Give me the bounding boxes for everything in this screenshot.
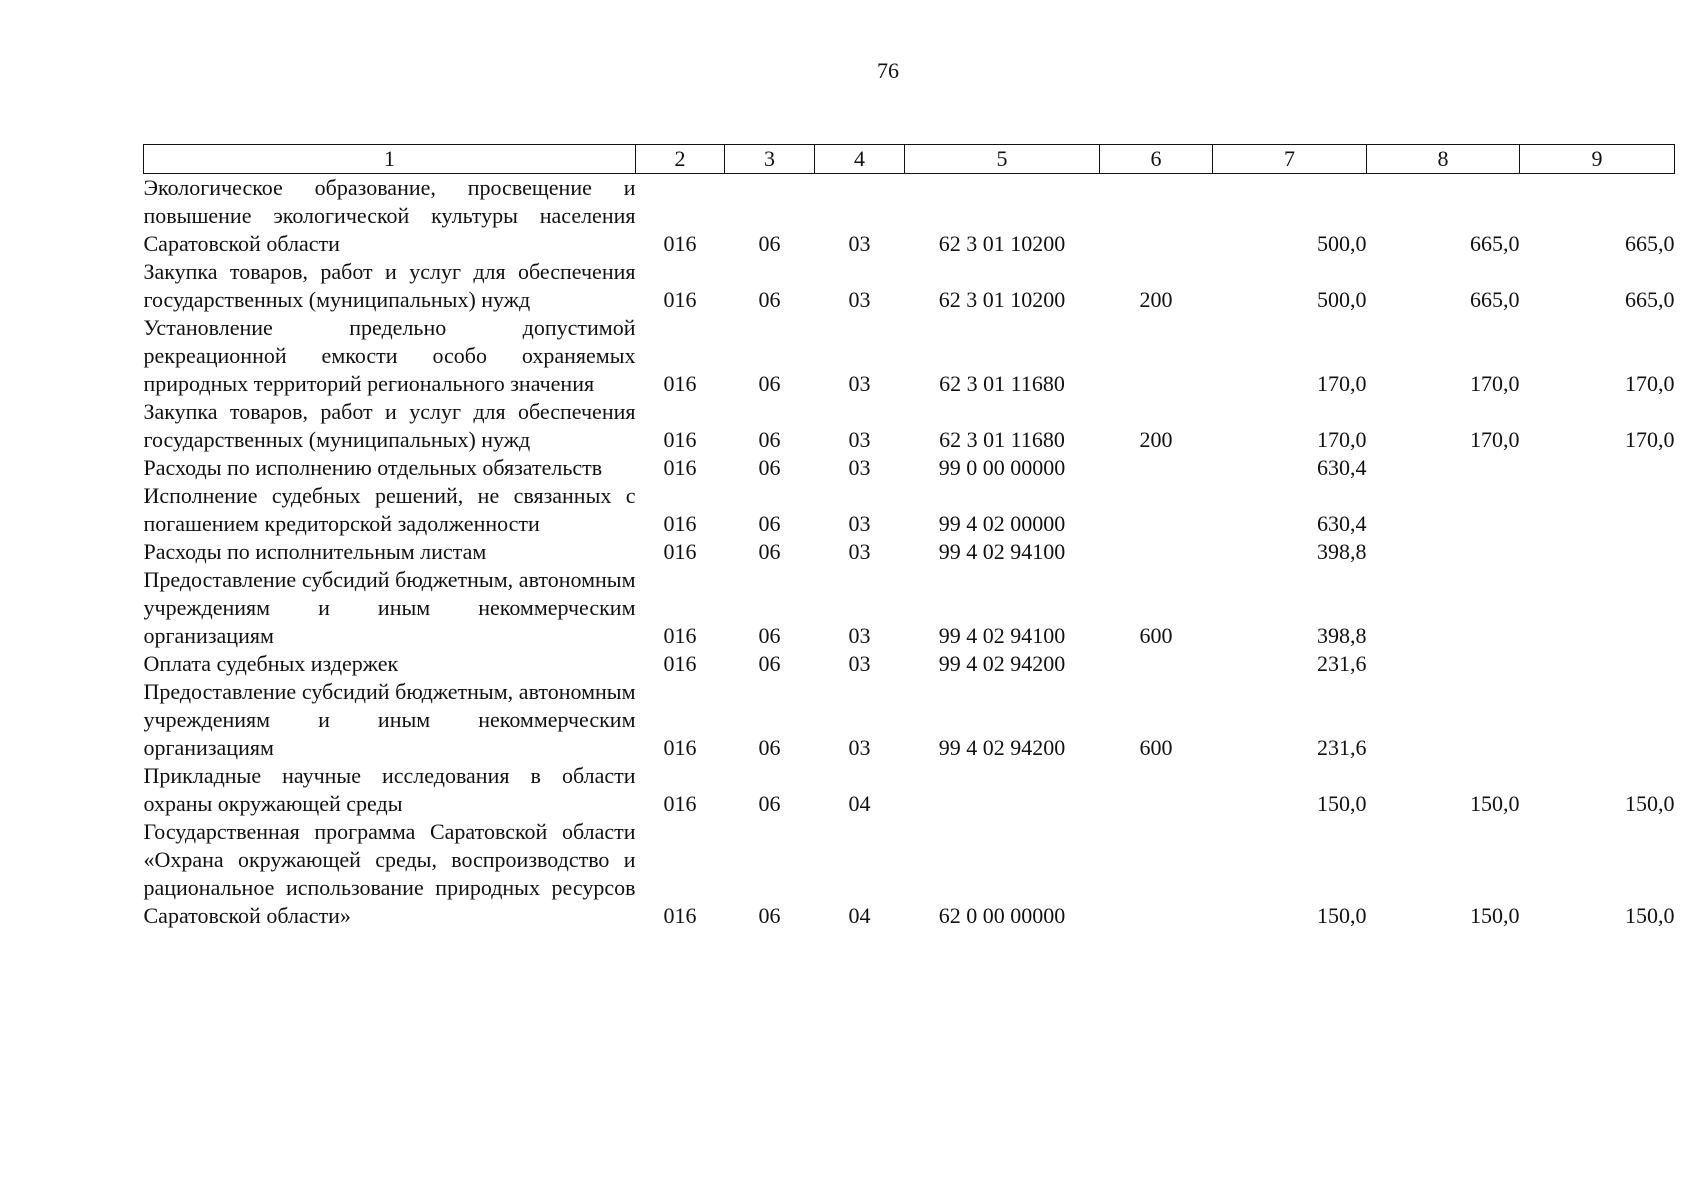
row-col-8 [1367, 650, 1520, 678]
row-col-5 [905, 762, 1100, 818]
row-name: Закупка товаров, работ и услуг для обеспечения государственных (муниципальных) нужд [143, 259, 636, 312]
row-col-6 [1100, 482, 1213, 538]
row-col-4: 03 [848, 427, 871, 452]
row-col-8: 170,0 [1470, 427, 1520, 452]
row-col-5: 99 4 02 94100 [938, 539, 1066, 564]
row-col-3: 06 [758, 231, 781, 256]
table-row [144, 818, 1675, 930]
row-col-7: 170,0 [1317, 371, 1367, 396]
row-name: Оплата судебных издержек [143, 651, 399, 676]
header-col-5: 5 [905, 145, 1100, 174]
row-col-8: 150,0 [1470, 791, 1520, 816]
row-col-4: 03 [848, 539, 871, 564]
header-col-9: 9 [1520, 145, 1675, 174]
header-col-1: 1 [144, 145, 636, 174]
row-col-3: 06 [758, 903, 781, 928]
row-col-2: 016 [663, 427, 697, 452]
row-col-7: 398,8 [1317, 623, 1367, 648]
table-row [144, 398, 1675, 454]
row-col-7: 150,0 [1317, 903, 1367, 928]
row-col-9: 170,0 [1625, 371, 1675, 396]
row-col-2: 016 [663, 231, 697, 256]
header-col-4: 4 [815, 145, 905, 174]
row-col-6: 200 [1139, 427, 1173, 452]
row-name: Экологическое образование, просвещение и повышение экологической культуры населения Саратовской области [143, 175, 636, 256]
header-col-2: 2 [636, 145, 725, 174]
row-col-6 [1100, 818, 1213, 930]
row-col-4: 03 [848, 651, 871, 676]
row-col-5: 62 3 01 10200 [938, 287, 1066, 312]
row-col-6 [1100, 454, 1213, 482]
row-col-2: 016 [663, 371, 697, 396]
row-col-5: 62 3 01 11680 [939, 427, 1065, 452]
row-col-7: 150,0 [1317, 791, 1367, 816]
header-col-7: 7 [1213, 145, 1367, 174]
row-name: Прикладные научные исследования в области охраны окружающей среды [143, 763, 636, 816]
row-col-6 [1100, 538, 1213, 566]
row-col-8: 665,0 [1470, 231, 1520, 256]
row-name: Государственная программа Саратовской области «Охрана окружающей среды, воспроизводство и рациональное использование природных ресурсов Саратовской области» [143, 819, 636, 928]
row-col-8: 170,0 [1470, 371, 1520, 396]
table-row [144, 650, 1675, 678]
row-name: Закупка товаров, работ и услуг для обеспечения государственных (муниципальных) нужд [143, 399, 636, 452]
row-col-9: 150,0 [1625, 791, 1675, 816]
header-col-3: 3 [725, 145, 815, 174]
row-col-7: 500,0 [1317, 231, 1367, 256]
table-row [144, 678, 1675, 762]
row-col-5: 62 3 01 10200 [938, 231, 1066, 256]
table-row [144, 454, 1675, 482]
table-row [144, 174, 1675, 259]
row-col-3: 06 [758, 791, 781, 816]
row-col-7: 231,6 [1317, 651, 1367, 676]
header-row [144, 145, 1675, 174]
row-col-2: 016 [663, 287, 697, 312]
row-col-4: 03 [848, 287, 871, 312]
row-col-2: 016 [663, 455, 697, 480]
row-name: Расходы по исполнительным листам [143, 539, 487, 564]
row-col-5: 99 4 02 94200 [938, 651, 1066, 676]
row-col-9 [1520, 566, 1675, 650]
row-col-3: 06 [758, 623, 781, 648]
row-col-5: 99 4 02 00000 [938, 511, 1066, 536]
row-col-8 [1367, 454, 1520, 482]
row-col-2: 016 [663, 735, 697, 760]
row-col-3: 06 [758, 371, 781, 396]
row-col-3: 06 [758, 735, 781, 760]
header-col-8: 8 [1367, 145, 1520, 174]
row-name: Предоставление субсидий бюджетным, автономным учреждениям и иным некоммерческим организациям [143, 567, 636, 648]
row-name: Расходы по исполнению отдельных обязательств [143, 455, 603, 480]
row-col-4: 04 [848, 791, 871, 816]
row-col-2: 016 [663, 539, 697, 564]
row-col-7: 630,4 [1317, 511, 1367, 536]
row-col-5: 99 4 02 94100 [938, 623, 1066, 648]
row-col-5: 99 4 02 94200 [938, 735, 1066, 760]
row-col-2: 016 [663, 623, 697, 648]
row-col-6: 200 [1139, 287, 1173, 312]
row-col-8: 665,0 [1470, 287, 1520, 312]
header-col-6: 6 [1100, 145, 1213, 174]
row-col-9 [1520, 538, 1675, 566]
page-number: 76 [877, 58, 899, 83]
row-col-2: 016 [663, 791, 697, 816]
row-col-4: 03 [848, 511, 871, 536]
row-col-4: 03 [848, 735, 871, 760]
row-col-6 [1100, 650, 1213, 678]
row-col-9 [1520, 678, 1675, 762]
row-col-2: 016 [663, 903, 697, 928]
row-col-9: 150,0 [1625, 903, 1675, 928]
row-col-7: 170,0 [1317, 427, 1367, 452]
row-col-9 [1520, 650, 1675, 678]
table-row [144, 314, 1675, 398]
row-col-8 [1367, 482, 1520, 538]
row-name: Предоставление субсидий бюджетным, автономным учреждениям и иным некоммерческим организациям [143, 679, 636, 760]
row-col-3: 06 [758, 539, 781, 564]
row-col-7: 630,4 [1317, 455, 1367, 480]
row-col-5: 62 3 01 11680 [939, 371, 1065, 396]
table-row [144, 762, 1675, 818]
row-col-4: 03 [848, 371, 871, 396]
table-row [144, 566, 1675, 650]
row-col-2: 016 [663, 651, 697, 676]
row-name: Исполнение судебных решений, не связанных с погашением кредиторской задолженности [143, 483, 636, 536]
table-row [144, 538, 1675, 566]
row-col-5: 62 0 00 00000 [938, 903, 1066, 928]
row-col-4: 04 [848, 903, 871, 928]
row-col-9: 665,0 [1625, 287, 1675, 312]
row-col-8 [1367, 566, 1520, 650]
row-col-6 [1100, 174, 1213, 259]
row-col-2: 016 [663, 511, 697, 536]
row-col-9 [1520, 482, 1675, 538]
row-col-5: 99 0 00 00000 [938, 455, 1066, 480]
row-col-6: 600 [1139, 623, 1173, 648]
budget-table [143, 144, 1675, 930]
row-col-4: 03 [848, 623, 871, 648]
row-col-6 [1100, 314, 1213, 398]
row-col-9 [1520, 454, 1675, 482]
row-name: Установление предельно допустимой рекреационной емкости особо охраняемых природных территорий регионального значения [143, 315, 636, 396]
row-col-4: 03 [848, 231, 871, 256]
row-col-8 [1367, 538, 1520, 566]
table-row [144, 258, 1675, 314]
row-col-9: 665,0 [1625, 231, 1675, 256]
row-col-7: 231,6 [1317, 735, 1367, 760]
row-col-3: 06 [758, 455, 781, 480]
row-col-3: 06 [758, 427, 781, 452]
row-col-3: 06 [758, 651, 781, 676]
row-col-3: 06 [758, 511, 781, 536]
row-col-6 [1100, 762, 1213, 818]
row-col-7: 500,0 [1317, 287, 1367, 312]
row-col-3: 06 [758, 287, 781, 312]
table-row [144, 482, 1675, 538]
row-col-8: 150,0 [1470, 903, 1520, 928]
row-col-6: 600 [1139, 735, 1173, 760]
row-col-7: 398,8 [1317, 539, 1367, 564]
row-col-4: 03 [848, 455, 871, 480]
row-col-8 [1367, 678, 1520, 762]
row-col-9: 170,0 [1625, 427, 1675, 452]
